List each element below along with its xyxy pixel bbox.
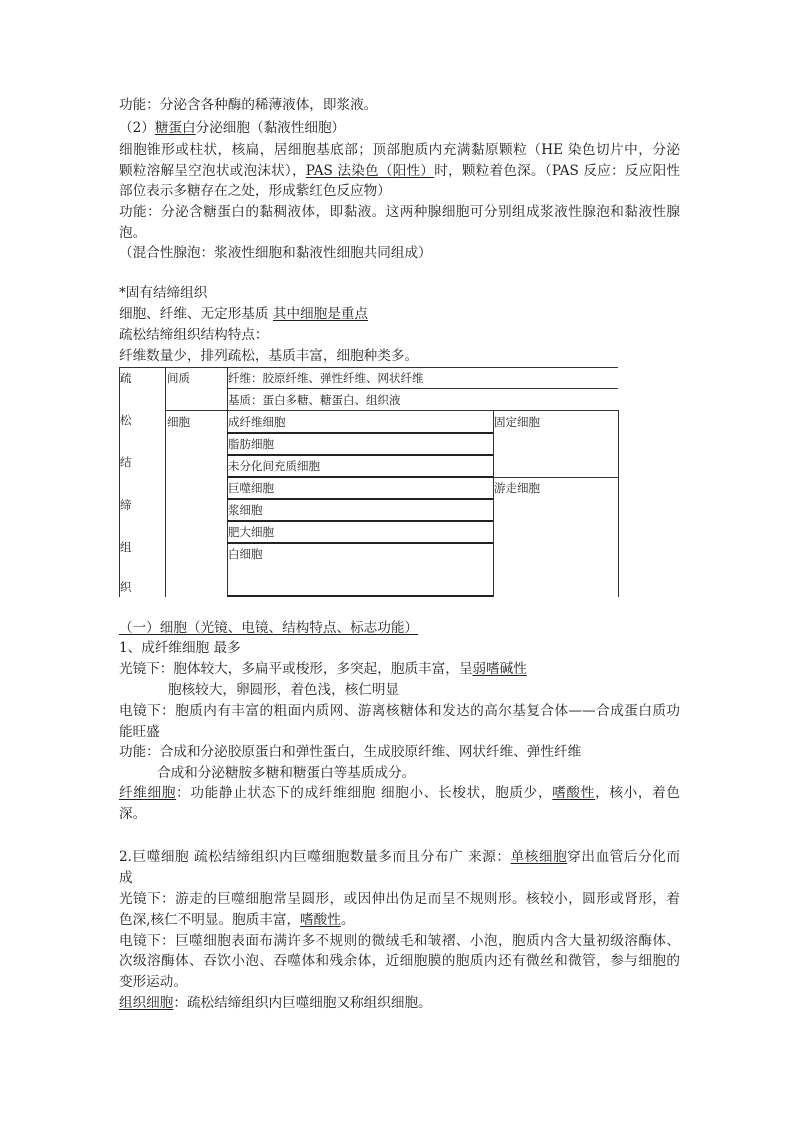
- text-line: [119, 743, 680, 761]
- text-line: [119, 911, 680, 929]
- underlined-term: 糖蛋白: [154, 120, 196, 136]
- text-line: [119, 203, 680, 221]
- text-segment: 电镜下：胞质内有丰富的粗面内质网、游离核糖体和发达的高尔基复合体——合成蛋白质功: [119, 703, 680, 719]
- cell-type: 肥大细胞: [228, 525, 274, 539]
- text-segment: 部位表示多糖存在之处，形成紫红色反应物）: [119, 183, 391, 199]
- table-title-char: 疏: [120, 371, 132, 385]
- text-line: [119, 994, 680, 1012]
- text-line: [119, 973, 680, 991]
- text-line: [157, 764, 680, 782]
- cell-type: 巨噬细胞: [228, 481, 274, 495]
- text-segment: 1、成纤维细胞 最多: [119, 640, 241, 656]
- wandering-cells-label: 游走细胞: [494, 481, 540, 495]
- cell-type: 浆细胞: [228, 503, 263, 517]
- table-title-char: 松: [120, 413, 132, 427]
- text-line: [119, 119, 680, 137]
- text-segment: 2.巨噬细胞 疏松结缔组织内巨噬细胞数量多而且分布广 来源：: [119, 849, 511, 865]
- text-line: [119, 932, 680, 950]
- text-segment: 穿出血管后分化而: [567, 849, 680, 865]
- underlined-term: 其中细胞是重点: [272, 306, 369, 322]
- text-segment: 细胞、纤维、无定形基质: [119, 306, 273, 322]
- text-line: [119, 952, 680, 970]
- cell-type: 脂肪细胞: [228, 437, 274, 451]
- interstitial-label: 间质: [167, 371, 190, 385]
- underlined-term: 单核细胞: [510, 849, 568, 865]
- text-segment: 纤维数量少，排列疏松，基质丰富，细胞种类多。: [119, 348, 419, 364]
- text-line: [119, 347, 680, 365]
- text-segment: 分泌细胞（黏液性细胞）: [195, 120, 346, 136]
- text-line: [119, 244, 680, 262]
- text-segment: 变形运动。: [119, 974, 187, 990]
- text-segment: 电镜下：巨噬细胞表面布满许多不规则的微绒毛和皱褶、小泡，胞质内含大量初级溶酶体、: [119, 933, 680, 949]
- text-segment: 功能：分泌含糖蛋白的黏稠液体，即黏液。这两种腺细胞可分别组成浆液性腺泡和黏液性腺: [119, 204, 680, 220]
- cell-type: 未分化间充质细胞: [228, 459, 320, 473]
- text-segment: 光镜下：胞体较大，多扁平或梭形，多突起，胞质丰富，呈: [119, 661, 473, 677]
- text-segment: 色深,核仁不明显。胞质丰富，: [119, 912, 301, 928]
- text-line: [119, 96, 680, 114]
- text-line: [119, 848, 680, 866]
- underlined-term: 嗜酸性: [300, 912, 341, 928]
- fiber-cell: 纤维：胶原纤维、弹性纤维、网状纤维: [228, 371, 424, 385]
- text-line: [168, 681, 680, 699]
- text-line: [119, 660, 680, 678]
- text-line: [119, 639, 680, 657]
- text-line: [119, 869, 680, 887]
- table-title-char: 缔: [120, 498, 132, 512]
- text-segment: 功能：合成和分泌胶原蛋白和弹性蛋白，生成胶原纤维、网状纤维、弹性纤维: [119, 744, 582, 760]
- text-segment: ：疏松结缔组织内巨噬细胞又称组织细胞。: [173, 995, 432, 1011]
- text-segment: ，核小，着色: [595, 785, 680, 801]
- text-line: [119, 723, 680, 741]
- matrix-cell: 基质：蛋白多糖、糖蛋白、组织液: [228, 393, 401, 407]
- text-segment: 泡。: [119, 225, 147, 241]
- underlined-term: PAS 法染色（阳性）: [305, 163, 435, 179]
- text-line: [119, 619, 680, 637]
- text-segment: 深。: [119, 806, 147, 822]
- text-segment: 细胞锥形或柱状，核扁，居细胞基底部；顶部胞质内充满黏原颗粒（HE 染色切片中，分泌: [119, 142, 680, 158]
- table-title-char: 组: [120, 540, 132, 554]
- cells-label: 细胞: [167, 415, 190, 429]
- table-title-char: 结: [120, 455, 132, 469]
- text-segment: 成: [119, 870, 133, 886]
- cell-type: 白细胞: [228, 547, 263, 561]
- text-line: [119, 284, 680, 302]
- text-line: [119, 890, 680, 908]
- text-line: [119, 141, 680, 159]
- underlined-term: 组织细胞: [119, 995, 174, 1011]
- text-segment: 。: [340, 912, 355, 928]
- text-line: [119, 182, 680, 200]
- underlined-term: 弱嗜碱性: [472, 661, 527, 677]
- text-segment: ：功能静止状态下的成纤维细胞 细胞小、长梭状，胞质少，: [176, 785, 553, 801]
- underlined-term: 嗜酸性: [552, 785, 596, 801]
- text-line: [119, 224, 680, 242]
- text-segment: 合成和分泌糖胺多糖和糖蛋白等基质成分。: [157, 765, 416, 781]
- text-segment: 疏松结缔组织结构特点：: [119, 327, 269, 343]
- text-segment: 次级溶酶体、吞饮小泡、吞噬体和残余体，近细胞膜的胞质内还有微丝和微管，参与细胞的: [119, 953, 680, 969]
- underlined-term: （一）细胞（光镜、电镜、结构特点、标志功能）: [119, 620, 419, 636]
- text-line: [119, 305, 680, 323]
- text-line: [119, 326, 680, 344]
- text-segment: 胞核较大，卵圆形，着色浅，核仁明显: [168, 682, 400, 698]
- text-line: [119, 805, 680, 823]
- text-segment: *固有结缔组织: [119, 285, 208, 301]
- text-segment: 功能：分泌含各种酶的稀薄液体，即浆液。: [119, 97, 378, 113]
- text-line: [119, 702, 680, 720]
- text-segment: （2）: [119, 120, 155, 136]
- text-segment: 时，颗粒着色深。（PAS 反应：反应阳性: [434, 163, 680, 179]
- text-segment: 光镜下：游走的巨噬细胞常呈圆形，或因伸出伪足而呈不规则形。核较小，圆形或肾形，着: [119, 891, 680, 907]
- text-line: [119, 162, 680, 180]
- text-segment: （混合性腺泡：浆液性细胞和黏液性细胞共同组成）: [119, 245, 432, 261]
- text-segment: 颗粒溶解呈空泡状或泡沫状），: [119, 163, 306, 179]
- text-segment: 能旺盛: [119, 724, 160, 740]
- underlined-term: 纤维细胞: [119, 785, 177, 801]
- fixed-cells-label: 固定细胞: [494, 415, 540, 429]
- table-title-char: 织: [120, 580, 132, 594]
- cell-type: 成纤维细胞: [228, 415, 286, 429]
- text-line: [119, 784, 680, 802]
